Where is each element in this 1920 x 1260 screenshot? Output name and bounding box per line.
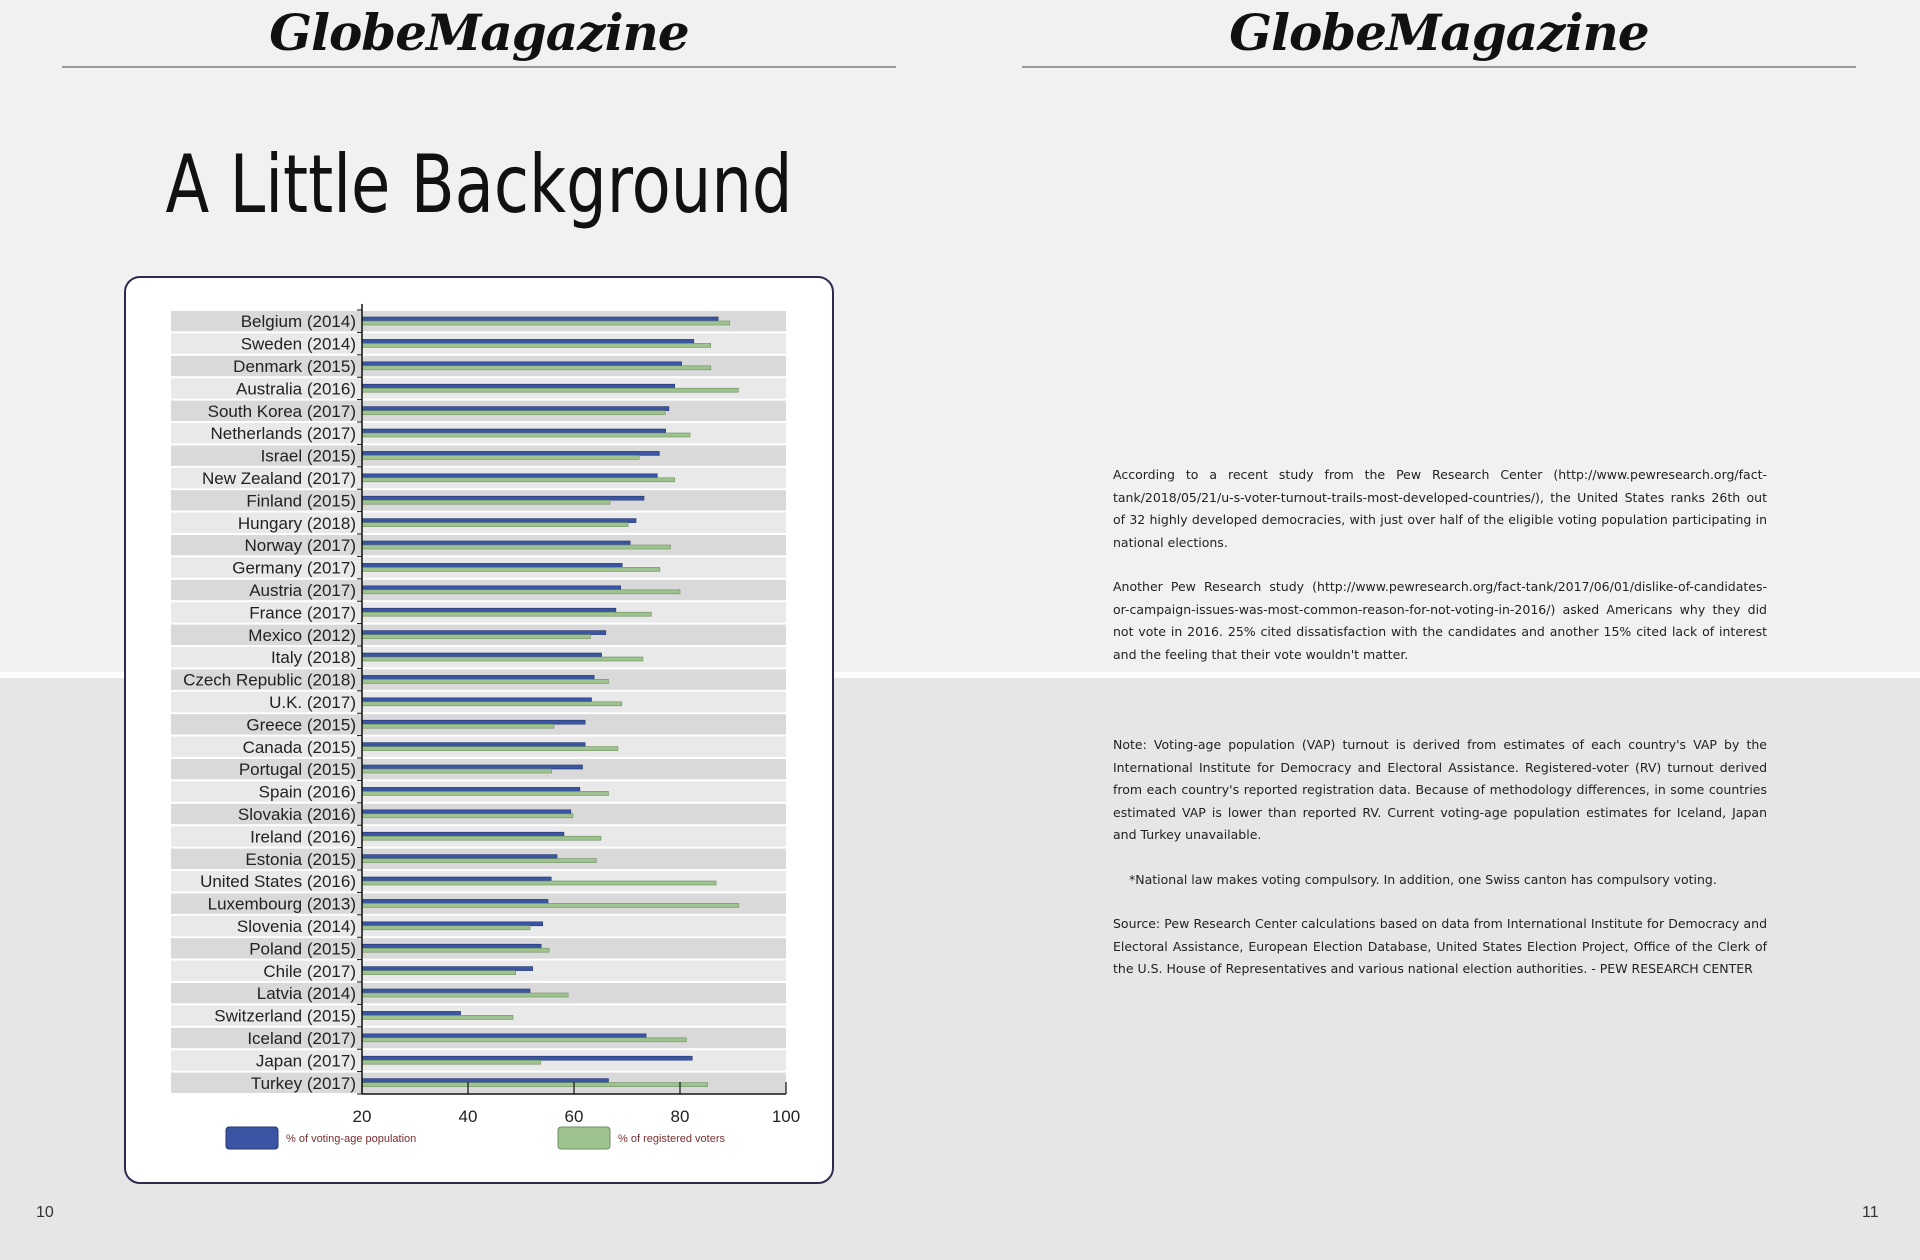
category-label: New Zealand (2017) [201,469,356,488]
masthead-left: GlobeMagazine [269,3,689,62]
page-number-right: 11 [1862,1204,1879,1221]
bar-registered [362,1038,686,1042]
bar-registered [362,657,643,661]
bar-voting-age [362,1056,692,1060]
category-label: Slovakia (2016) [237,805,356,824]
bar-registered [362,926,530,930]
category-label: Latvia (2014) [256,984,356,1004]
bar-registered [362,836,601,840]
category-label: Canada (2015) [242,737,356,757]
bar-registered [362,478,675,482]
bar-voting-age [362,451,659,455]
bar-voting-age [362,944,541,948]
notes-text [1113,734,1767,981]
bar-voting-age [362,675,594,679]
category-label: Mexico (2012) [248,625,356,645]
masthead-rule-right [1022,66,1856,68]
bar-registered [362,1083,708,1087]
category-label: Denmark (2015) [233,357,356,376]
bar-voting-age [362,877,551,881]
methodology-note: Note: Voting-age population (VAP) turnout is derived from estimates of each country's VAP by the International Institute for Democracy and Electoral Assistance. Registered-voter (RV) turnout derived from each country's reported registration data. Because of methodology differences, in some countries estimated VAP is lower than reported RV. Current voting-age population estimates for Iceland, Japan and Turkey unavailable. [1113,737,1767,842]
bar-registered [362,814,573,818]
bar-registered [362,1015,513,1019]
bar-registered [362,791,608,795]
bar-voting-age [362,653,602,657]
bar-voting-age [362,1034,646,1038]
category-label: Israel (2015) [260,446,356,466]
bar-voting-age [362,743,585,747]
bar-registered [362,433,690,437]
category-label: Switzerland (2015) [214,1006,356,1026]
turnout-chart [126,278,832,1182]
category-label: Estonia (2015) [245,849,356,869]
compulsory-footnote: *National law makes voting compulsory. In addition, one Swiss canton has compulsory voting. [1129,871,1717,887]
bar-registered [362,971,516,975]
bar-voting-age [362,407,669,411]
bar-registered [362,881,716,885]
bar-voting-age [362,810,571,814]
x-tick-label: 60 [564,1107,584,1126]
category-label: Czech Republic (2018) [183,670,356,690]
category-label: Sweden (2014) [240,334,356,354]
bar-voting-age [362,720,585,724]
bar-registered [362,366,711,370]
x-tick-label: 40 [458,1107,478,1126]
category-label: Australia (2016) [235,379,356,399]
category-label: Belgium (2014) [240,312,356,332]
bar-voting-age [362,496,644,500]
bar-voting-age [362,922,543,926]
paragraph-pew-study: According to a recent study from the Pew Research Center (http://www.pewresearch.org/fact-tank/2018/05/21/u-s-voter-turnout-trails-most-developed-countries/), the United States ranks 26th out of 32 highly developed democracies, with just over half of the eligible voting population participating in national elections. [1113,467,1767,550]
bar-voting-age [362,474,657,478]
legend-swatch-voting-age [226,1127,278,1149]
bar-voting-age [362,832,564,836]
bar-voting-age [362,698,591,702]
intro-text [1113,464,1767,666]
masthead-right: GlobeMagazine [1229,3,1649,62]
bar-registered [362,635,590,639]
chart-card [124,276,834,1184]
bar-registered [362,747,618,751]
paragraph-reasons: Another Pew Research study (http://www.pewresearch.org/fact-tank/2017/06/01/dislike-of-candidates-or-campaign-issues-was-most-common-reason-for-not-voting-in-2016/) asked Americans why they did not vote in 2016. 25% cited dissatisfaction with the candidates and another 15% cited lack of interest and the feeling that their vote wouldn't matter. [1113,579,1767,662]
bar-registered [362,321,730,325]
bar-voting-age [362,967,533,971]
bar-voting-age [362,787,580,791]
category-label: Iceland (2017) [247,1029,356,1048]
category-label: United States (2016) [200,872,356,892]
page-title: A Little Background [165,138,793,231]
category-label: Norway (2017) [244,536,356,556]
bar-voting-age [362,339,694,343]
source-note: Source: Pew Research Center calculations based on data from International Institute for Democracy and Electoral Assistance, European Election Database, United States Election Project, Office of the Clerk of the U.S. House of Representatives and various national election authorities. - PEW RESEARCH CENTER [1113,916,1767,976]
category-label: Finland (2015) [246,491,356,511]
legend-label-registered: % of registered voters [618,1133,725,1145]
category-label: Germany (2017) [232,558,356,578]
legend-swatch-registered [558,1127,610,1149]
bar-registered [362,455,639,459]
category-label: Netherlands (2017) [210,424,356,444]
bar-registered [362,903,739,907]
bar-voting-age [362,631,606,635]
bar-registered [362,993,568,997]
bar-registered [362,545,670,549]
bar-voting-age [362,586,621,590]
bar-voting-age [362,989,530,993]
category-label: Slovenia (2014) [236,917,356,936]
bar-voting-age [362,608,616,612]
category-label: Hungary (2018) [237,513,356,533]
category-label: France (2017) [249,603,356,623]
bar-registered [362,612,651,616]
bar-voting-age [362,1011,461,1015]
bar-voting-age [362,519,636,523]
legend-label-voting-age: % of voting-age population [286,1133,417,1145]
bar-registered [362,500,610,504]
category-label: Austria (2017) [249,581,356,600]
page-number-left: 10 [36,1204,54,1221]
bar-voting-age [362,899,548,903]
category-label: Poland (2015) [249,939,356,959]
bar-registered [362,388,738,392]
bar-voting-age [362,362,682,366]
bar-registered [362,523,628,527]
category-label: South Korea (2017) [207,401,356,421]
category-label: Ireland (2016) [250,827,356,847]
x-tick-label: 100 [771,1107,801,1126]
bar-registered [362,859,596,863]
bar-registered [362,702,622,706]
bar-registered [362,1060,541,1064]
bar-voting-age [362,855,557,859]
bar-registered [362,343,711,347]
bar-voting-age [362,541,630,545]
x-tick-label: 20 [352,1107,372,1126]
bar-registered [362,679,608,683]
category-label: U.K. (2017) [269,693,356,712]
bar-registered [362,590,680,594]
bar-registered [362,724,554,728]
bar-registered [362,411,665,415]
bar-voting-age [362,1079,608,1083]
masthead-rule-left [62,66,896,68]
category-label: Turkey (2017) [250,1073,356,1093]
bar-registered [362,948,549,952]
bar-registered [362,567,660,571]
bar-voting-age [362,317,718,321]
bar-voting-age [362,765,582,769]
bar-registered [362,769,552,773]
category-label: Greece (2015) [246,715,356,735]
category-label: Spain (2016) [258,782,356,802]
category-label: Portugal (2015) [238,760,356,780]
bar-voting-age [362,563,622,567]
category-label: Chile (2017) [263,961,356,981]
bar-voting-age [362,384,675,388]
x-tick-label: 80 [670,1107,690,1126]
category-label: Japan (2017) [255,1051,356,1071]
category-label: Italy (2018) [270,648,356,668]
category-label: Luxembourg (2013) [207,894,356,914]
bar-voting-age [362,429,666,433]
